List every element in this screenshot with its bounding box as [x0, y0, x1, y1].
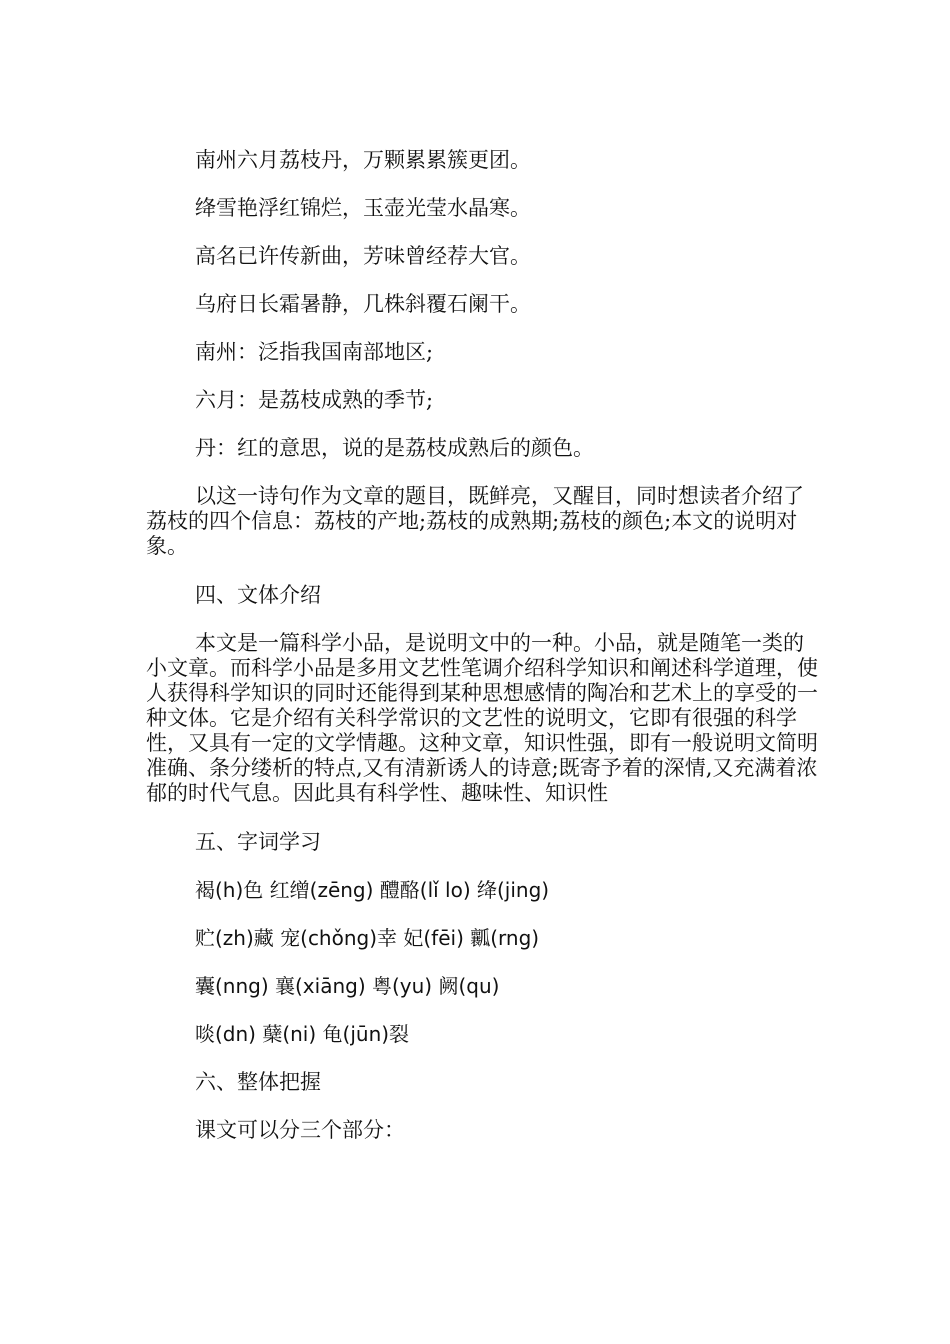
poem-line-2: 绛雪艳浮红锦烂，玉壶光莹水晶寒。 [195, 196, 531, 220]
note-nanzhou: 南州：泛指我国南部地区; [195, 340, 434, 364]
poem-line-1: 南州六月荔枝丹，万颗累累簇更团。 [195, 148, 531, 172]
note-liuyue: 六月：是荔枝成熟的季节; [195, 388, 434, 412]
section-heading-vocabulary: 五、字词学习 [195, 830, 321, 854]
poem-line-3: 高名已许传新曲，芳味曾经荐大官。 [195, 244, 531, 268]
vocabulary-line-1: 褐(h)色 红缯(zēng) 醴酪(lǐ lo) 绛(jing) [195, 878, 550, 902]
genre-paragraph: 本文是一篇科学小品，是说明文中的一种。小品，就是随笔一类的小文章。而科学小品是多用文艺性笔调介绍科学知识和阐述科学道理，使人获得科学知识的同时还能得到某种思想感情的陶冶和艺术上的享受的一种文体。它是介绍有关科学常识的文艺性的说明文，它即有很强的科学性，又具有一定的文学情趣。这种文章，知识性强，即有一般说明文简明准确、条分缕析的特点,又有清新诱人的诗意;既寄予着的深情,又充满着浓郁的时代气息。因此具有科学性、趣味性、知识性 [146, 631, 818, 805]
vocabulary-line-2: 贮(zh)藏 宠(chǒng)幸 妃(fēi) 瓤(rng) [195, 926, 540, 950]
overview-intro: 课文可以分三个部分： [195, 1118, 405, 1142]
document-page [146, 148, 818, 1166]
section-heading-genre: 四、文体介绍 [195, 583, 321, 607]
vocabulary-line-4: 啖(dn) 蘖(ni) 龟(jūn)裂 [195, 1022, 410, 1046]
vocabulary-line-3: 囊(nng) 襄(xiāng) 粤(yu) 阙(qu) [195, 974, 500, 998]
section-heading-overview: 六、整体把握 [195, 1070, 321, 1094]
poem-line-4: 乌府日长霜暑静，几株斜覆石阑干。 [195, 292, 531, 316]
note-dan: 丹：红的意思，说的是荔枝成熟后的颜色。 [195, 436, 594, 460]
title-explanation-paragraph: 以这一诗句作为文章的题目，既鲜亮，又醒目，同时想读者介绍了荔枝的四个信息：荔枝的产地;荔枝的成熟期;荔枝的颜色;本文的说明对象。 [146, 484, 804, 558]
